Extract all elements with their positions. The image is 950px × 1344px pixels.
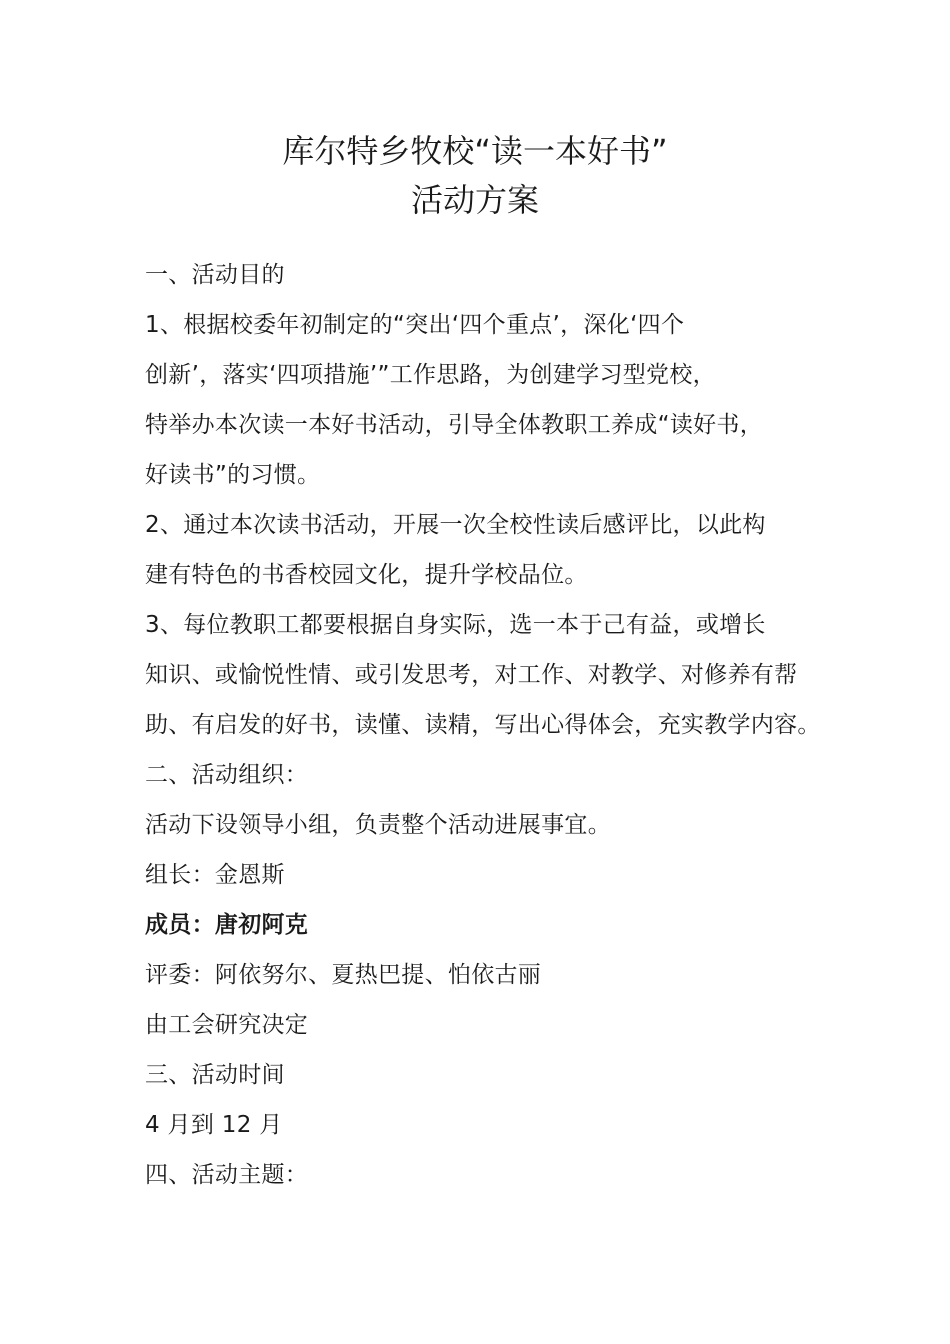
members-line: 成员：唐初阿克 xyxy=(145,912,309,938)
section-heading-purpose: 一、活动目的 xyxy=(145,262,285,288)
section-heading-theme: 四、活动主题： xyxy=(145,1162,309,1188)
body-line: 好读书”的习惯。 xyxy=(145,462,321,488)
body-line: 3、每位教职工都要根据自身实际，选一本于己有益，或增长 xyxy=(145,612,766,638)
group-leader-line: 组长：金恩斯 xyxy=(145,862,285,888)
document-title-line-1: 库尔特乡牧校“读一本好书” xyxy=(282,132,668,170)
body-line: 活动下设领导小组，负责整个活动进展事宜。 xyxy=(145,812,611,838)
section-heading-time: 三、活动时间 xyxy=(145,1062,285,1088)
body-line: 由工会研究决定 xyxy=(145,1012,309,1038)
section-heading-organization: 二、活动组织： xyxy=(145,762,309,788)
body-line: 助、有启发的好书，读懂、读精，写出心得体会，充实教学内容。 xyxy=(145,712,821,738)
document-title-line-2: 活动方案 xyxy=(410,181,539,219)
body-line: 知识、或愉悦性情、或引发思考，对工作、对教学、对修养有帮 xyxy=(145,662,798,688)
body-line: 建有特色的书香校园文化，提升学校品位。 xyxy=(145,562,588,588)
body-line: 2、通过本次读书活动，开展一次全校性读后感评比，以此构 xyxy=(145,512,766,538)
activity-time-line: 4 月到 12 月 xyxy=(145,1112,283,1138)
body-line: 特举办本次读一本好书活动，引导全体教职工养成“读好书， xyxy=(145,412,764,438)
body-line: 1、根据校委年初制定的“突出‘四个重点’，深化‘四个 xyxy=(145,312,685,338)
body-line: 创新’，落实‘四项措施’”工作思路，为创建学习型党校， xyxy=(145,362,716,388)
document-body xyxy=(145,250,825,1200)
judges-line: 评委：阿依努尔、夏热巴提、怕依古丽 xyxy=(145,962,542,988)
